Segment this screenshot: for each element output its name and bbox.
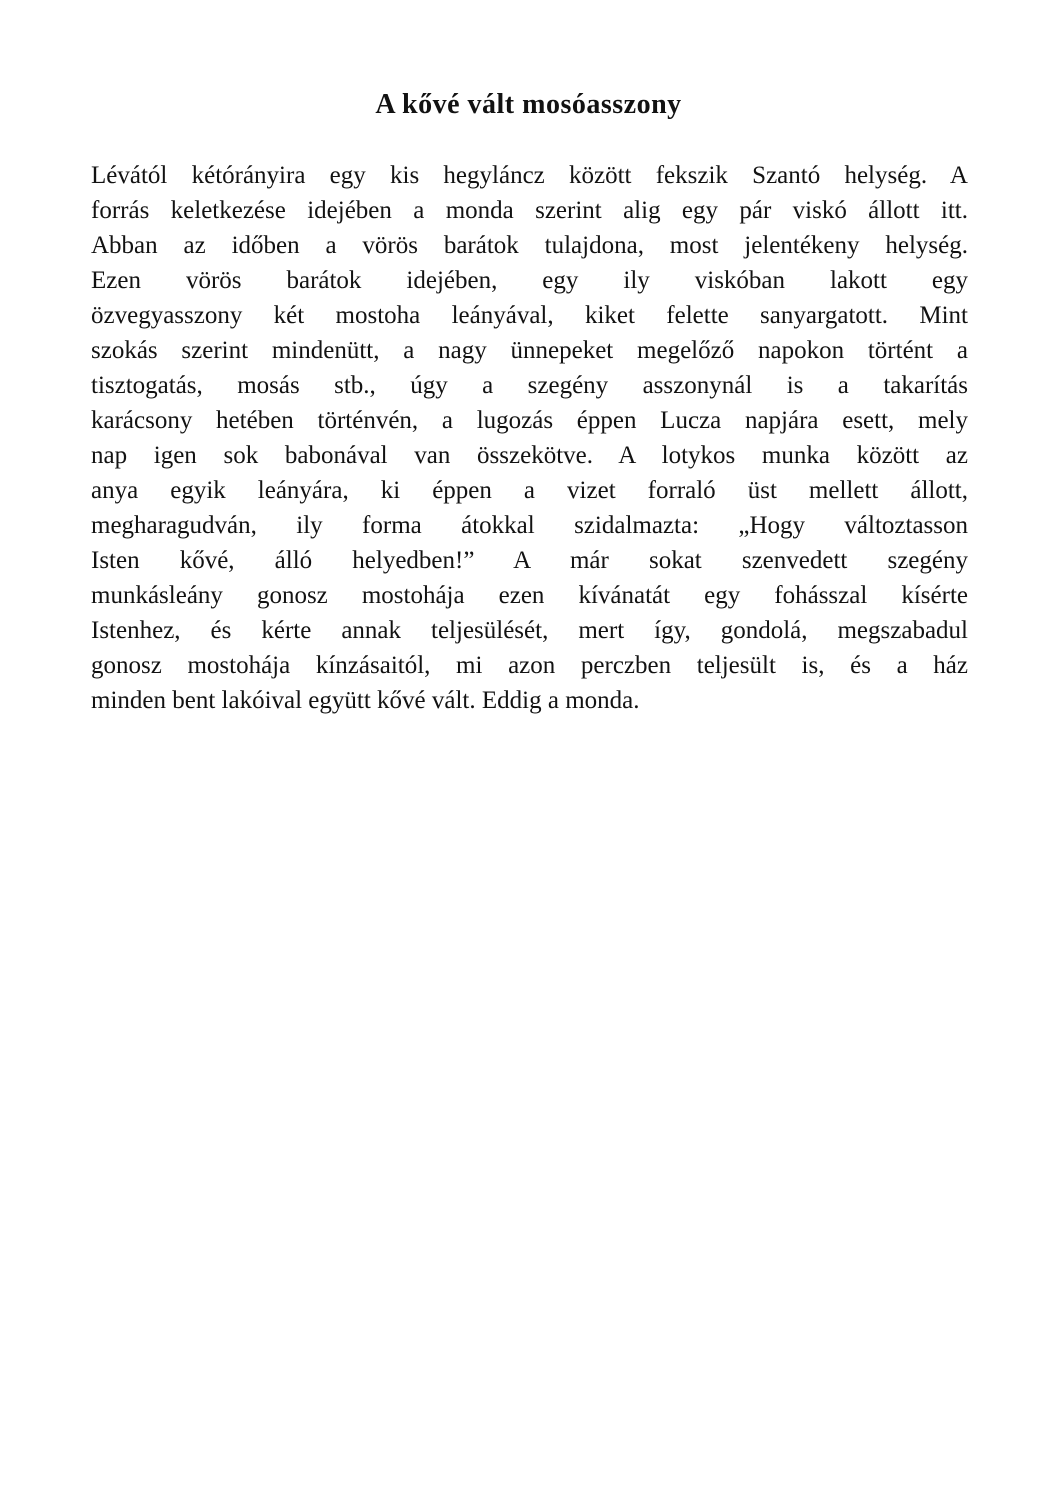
paragraph-line: nap igen sok babonával van összekötve. A lotykos munka között az (91, 442, 968, 469)
paragraph-line: Isten kővé, álló helyedben!” A már sokat szenvedett szegény (91, 547, 968, 574)
paragraph-line: gonosz mostohája kínzásaitól, mi azon perczben teljesült is, és a ház (91, 652, 968, 679)
document-title: A kővé vált mosóasszony (375, 89, 682, 120)
paragraph-line: megharagudván, ily forma átokkal szidalmazta: „Hogy változtasson (91, 512, 968, 539)
paragraph-line: Lévától kétórányira egy kis hegyláncz között fekszik Szantó helység. A (91, 162, 968, 189)
paragraph-line: szokás szerint mindenütt, a nagy ünnepeket megelőző napokon történt a (91, 337, 968, 364)
paragraph-line: özvegyasszony két mostoha leányával, kiket felette sanyargatott. Mint (91, 302, 968, 329)
story-paragraph (91, 158, 968, 718)
paragraph-line: anya egyik leányára, ki éppen a vizet forraló üst mellett állott, (91, 477, 968, 504)
paragraph-line: minden bent lakóival együtt kővé vált. Eddig a monda. (91, 687, 640, 714)
paragraph-line: Abban az időben a vörös barátok tulajdona, most jelentékeny helység. (91, 232, 968, 259)
paragraph-line: Istenhez, és kérte annak teljesülését, mert így, gondolá, megszabadul (91, 617, 968, 644)
paragraph-line: munkásleány gonosz mostohája ezen kívánatát egy fohásszal kísérte (91, 582, 968, 609)
paragraph-line: forrás keletkezése idejében a monda szerint alig egy pár viskó állott itt. (91, 197, 968, 224)
paragraph-line: tisztogatás, mosás stb., úgy a szegény asszonynál is a takarítás (91, 372, 968, 399)
paragraph-line: Ezen vörös barátok idejében, egy ily viskóban lakott egy (91, 267, 968, 294)
paragraph-line: karácsony hetében történvén, a lugozás éppen Lucza napjára esett, mely (91, 407, 968, 434)
